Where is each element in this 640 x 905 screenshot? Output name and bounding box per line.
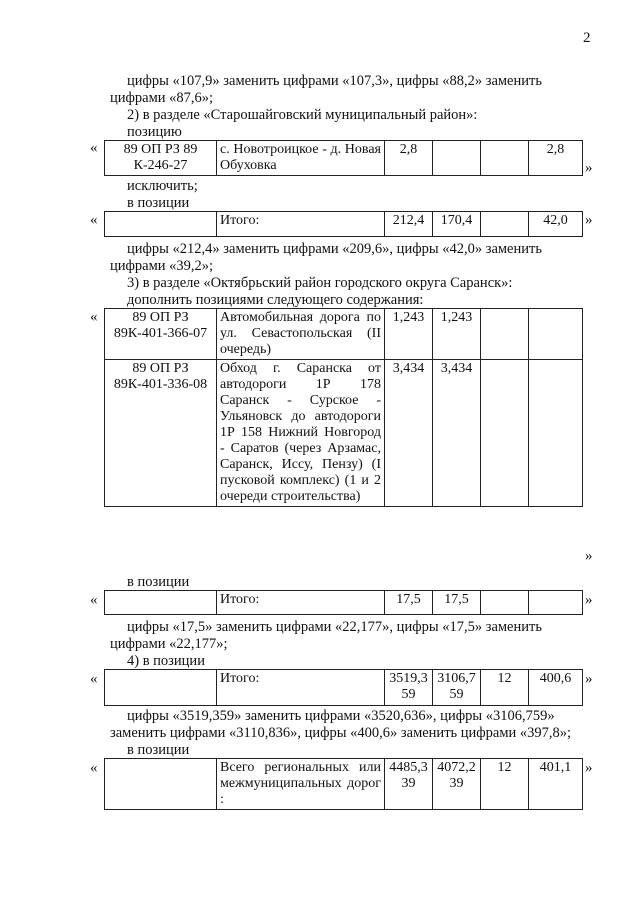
exclude-text: исключить; [127,178,198,194]
value-cell: 12 [481,759,529,810]
quote-open: « [90,760,98,776]
quote-open: « [90,309,98,325]
paragraph-3-line-1: цифры «212,4» заменить цифрами «209,6», цифры «42,0» заменить [127,241,542,257]
table-row [105,141,583,176]
value-cell: 3519,359 [385,670,433,706]
total-label: Итого: [217,591,385,615]
value-cell: 2,8 [385,141,433,176]
road-name: Обход г. Саранска от автодороги 1Р 178 Саранск - Сурское - Ульяновск до автодороги 1Р 158 Нижний Новгород - Саратов (через Арзамас, Саранск, Иссу, Пензу) (I пусковой комплекс) (1 и 2 очереди строительства) [217,360,385,507]
table-row [105,309,583,360]
value-cell [481,360,529,507]
total-label: Всего региональных или межмуниципальных дорог : [217,759,385,810]
road-code [105,759,217,810]
value-cell [529,360,583,507]
quote-close: » [585,548,593,564]
in-position-label: в позиции [127,195,190,211]
value-cell: 401,1 [529,759,583,810]
value-cell [481,591,529,615]
value-cell: 400,6 [529,670,583,706]
section-3-heading: 3) в разделе «Октябрьский район городского округа Саранск»: [127,275,513,291]
quote-close: » [585,592,593,608]
value-cell [529,591,583,615]
table-3 [104,308,583,507]
in-position-label: в позиции [127,742,190,758]
section-4-heading: 4) в позиции [127,653,205,669]
paragraph-5-line-2: цифрами «22,177»; [110,636,228,652]
value-cell: 3106,759 [433,670,481,706]
table-row [105,591,583,615]
table-row [105,670,583,706]
table-6 [104,758,583,810]
quote-open: « [90,212,98,228]
value-cell: 3,434 [433,360,481,507]
road-code [105,212,217,237]
paragraph-7-line-1: цифры «3519,359» заменить цифрами «3520,636», цифры «3106,759» [127,708,555,724]
value-cell: 2,8 [529,141,583,176]
value-cell: 17,5 [385,591,433,615]
value-cell [481,212,529,237]
total-label: Итого: [217,670,385,706]
table-row [105,759,583,810]
value-cell: 4485,339 [385,759,433,810]
in-position-label: в позиции [127,574,190,590]
page-number: 2 [583,30,591,46]
value-cell [433,141,481,176]
value-cell: 12 [481,670,529,706]
quote-close: » [585,671,593,687]
value-cell [529,309,583,360]
paragraph-7-line-2: заменить цифрами «3110,836», цифры «400,6» заменить цифрами «397,8»; [110,725,572,741]
table-2 [104,211,583,237]
value-cell [481,141,529,176]
value-cell: 1,243 [385,309,433,360]
value-cell: 4072,239 [433,759,481,810]
value-cell: 3,434 [385,360,433,507]
value-cell: 212,4 [385,212,433,237]
road-name: с. Новотроицкое - д. Новая Обуховка [217,141,385,176]
road-code: 89 ОП РЗ 89К-401-336-08 [105,360,217,507]
paragraph-1-line-1: цифры «107,9» заменить цифрами «107,3», цифры «88,2» заменить [127,73,542,89]
table-5 [104,669,583,706]
table-1 [104,140,583,176]
paragraph-5-line-1: цифры «17,5» заменить цифрами «22,177», цифры «17,5» заменить [127,619,542,635]
road-code: 89 ОП РЗ 89К-401-366-07 [105,309,217,360]
quote-close: » [585,212,593,228]
road-code [105,591,217,615]
road-code [105,670,217,706]
quote-open: « [90,140,98,156]
quote-close: » [585,760,593,776]
table-4 [104,590,583,615]
table-row [105,212,583,237]
section-2-heading: 2) в разделе «Старошайговский муниципальный район»: [127,107,478,123]
quote-open: « [90,671,98,687]
paragraph-3-line-2: цифрами «39,2»; [110,258,214,274]
value-cell: 42,0 [529,212,583,237]
paragraph-1-line-2: цифрами «87,6»; [110,90,214,106]
road-code: 89 ОП РЗ 89 К-246-27 [105,141,217,176]
add-positions-text: дополнить позициями следующего содержания: [127,292,424,308]
total-label: Итого: [217,212,385,237]
value-cell [481,309,529,360]
value-cell: 1,243 [433,309,481,360]
road-name: Автомобильная дорога по ул. Севастопольская (II очередь) [217,309,385,360]
position-label: позицию [127,124,182,140]
value-cell: 170,4 [433,212,481,237]
table-row [105,360,583,507]
value-cell: 17,5 [433,591,481,615]
quote-close: » [585,160,593,176]
quote-open: « [90,592,98,608]
